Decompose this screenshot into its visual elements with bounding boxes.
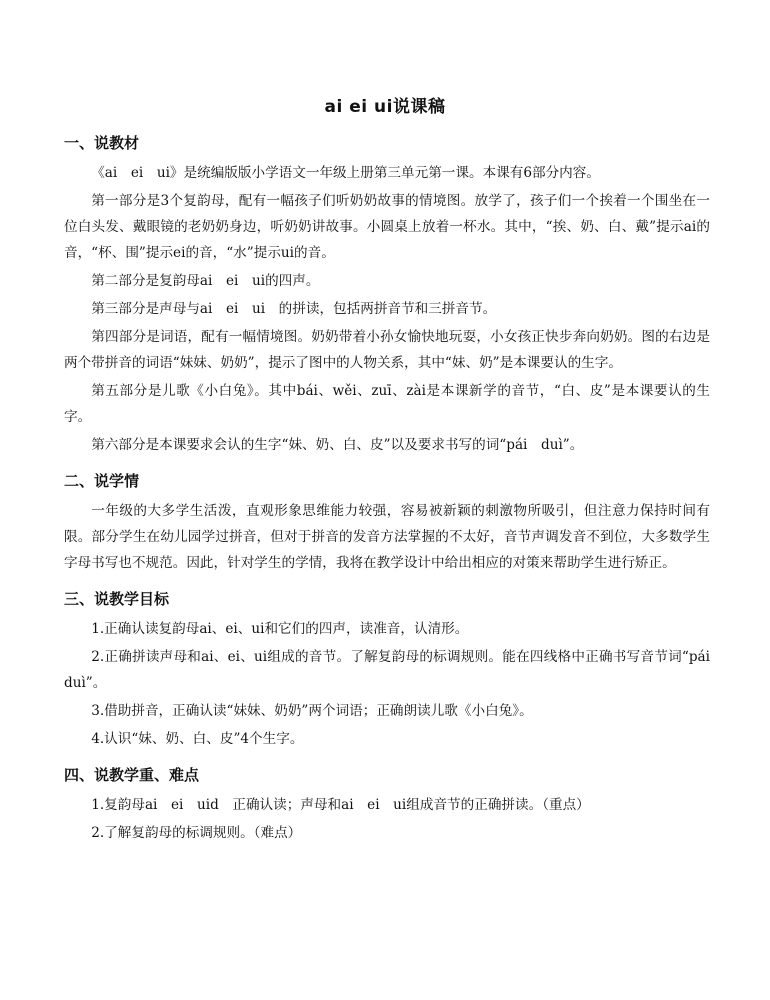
paragraph: 1.正确认读复韵母ai、ei、ui和它们的四声，读准音，认清形。 xyxy=(91,621,469,637)
paragraph: 2.了解复韵母的标调规则。（难点） xyxy=(91,825,302,841)
section-students xyxy=(64,468,710,576)
section-key-points xyxy=(64,762,710,846)
section-heading: 二、说学情 xyxy=(64,472,140,490)
section-heading: 三、说教学目标 xyxy=(64,590,170,608)
paragraph: 3.借助拼音，正确认读“妹妹、奶奶”两个词语；正确朗读儿歌《小白兔》。 xyxy=(91,703,533,719)
paragraph: 第四部分是词语，配有一幅情境图。奶奶带着小孙女愉快地玩耍，小女孩正快步奔向奶奶。图的右边是两个带拼音的词语“妹妹、奶奶”，提示了图中的人物关系，其中“妹、奶”是本课要认的生字。 xyxy=(64,329,710,371)
section-heading: 四、说教学重、难点 xyxy=(64,766,200,784)
paragraph: 《ai ei ui》是统编版版小学语文一年级上册第三单元第一课。本课有6部分内容。 xyxy=(91,165,600,181)
paragraph: 第一部分是3个复韵母，配有一幅孩子们听奶奶故事的情境图。放学了，孩子们一个挨着一个围坐在一位白头发、戴眼镜的老奶奶身边，听奶奶讲故事。小圆桌上放着一杯水。其中，“挨、奶、白、戴”提示ai的音，“杯、围”提示ei的音，“水”提示ui的音。 xyxy=(64,193,710,261)
paragraph: 第二部分是复韵母ai ei ui的四声。 xyxy=(91,273,320,289)
paragraph: 1.复韵母ai ei uid 正确认读；声母和ai ei ui组成音节的正确拼读。（重点） xyxy=(91,797,590,813)
section-heading: 一、说教材 xyxy=(64,134,140,152)
paragraph: 第六部分是本课要求会认的生字“妹、奶、白、皮”以及要求书写的词“pái duì”。 xyxy=(91,437,584,453)
document-title: ai ei ui说课稿 xyxy=(324,97,446,117)
document-body xyxy=(64,130,724,848)
section-objectives xyxy=(64,586,724,752)
paragraph: 4.认识“妹、奶、白、皮”4个生字。 xyxy=(91,731,304,747)
section-textbook xyxy=(64,130,710,458)
paragraph: 第五部分是儿歌《小白兔》。其中bái、wěi、zuī、zài是本课新学的音节，“白、皮”是本课要认的生字。 xyxy=(64,383,710,425)
paragraph: 第三部分是声母与ai ei ui 的拼读，包括两拼音节和三拼音节。 xyxy=(91,301,497,317)
paragraph: 2.正确拼读声母和ai、ei、ui组成的音节。了解复韵母的标调规则。能在四线格中正确书写音节词“pái duì”。 xyxy=(64,649,724,691)
paragraph: 一年级的大多学生活泼，直观形象思维能力较强，容易被新颖的刺激物所吸引，但注意力保持时间有限。部分学生在幼儿园学过拼音，但对于拼音的发音方法掌握的不太好，音节声调发音不到位，大多数学生字母书写也不规范。因此，针对学生的学情，我将在教学设计中给出相应的对策来帮助学生进行矫正。 xyxy=(64,503,710,571)
